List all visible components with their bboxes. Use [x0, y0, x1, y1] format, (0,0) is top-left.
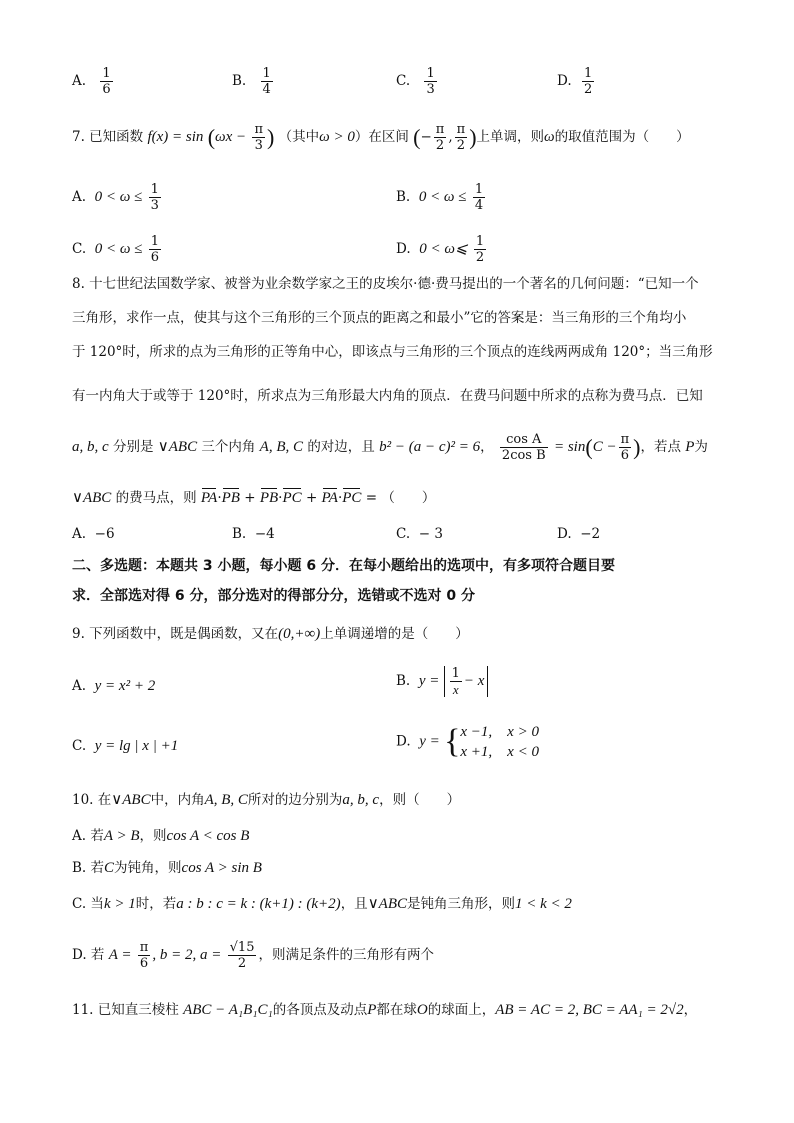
q7-stem: 7. 已知函数 f(x) = sin (ωx − $\frac{\pi}{3}$ ) （其中ω > 0）在区间 (− $\frac{\pi}{2}$ , $\frac{\pi}{2}$ )上单调，则ω的取值范围为（ ）: [72, 122, 690, 153]
q10-option-c: C. 当k > 1时，若a : b : c = k : (k+1) : (k+2)，且∨ABC是钝角三角形，则1 < k < 2: [72, 896, 572, 912]
q8-line-5: a, b, c 分别是 ∨ABC 三个内角 A, B, C 的对边，且 b² − (a − c)² = 6， $\frac{\text{cos A}}{\text{2cos B}}$ = sin(C − $\frac{\pi}{6}$ )，若点 P为: [72, 432, 708, 463]
q9-option-d: D. y = { x −1, x > 0 x +1, x < 0: [396, 723, 539, 760]
q9-option-b: B. y = $\frac{1}{x}$ − x: [396, 666, 488, 697]
q7-option-d: D. 0 < ω⩽ $\frac{1}{2}$: [396, 234, 485, 265]
fraction: $\frac{1}{6}$: [150, 234, 160, 265]
section-2-heading-line-1: 二、多选题：本题共 3 小题，每小题 6 分．在每小题给出的选项中，有多项符合题目要: [72, 558, 615, 574]
fraction: $\frac{\pi}{3}$: [254, 122, 264, 153]
fraction: $\frac{1}{x}$: [451, 666, 460, 697]
fraction: $\frac{\pi}{2}$: [435, 122, 445, 153]
fraction: $\frac{1}{2}$: [583, 66, 593, 97]
q8-line-1: 8. 十七世纪法国数学家、被誉为业余数学家之王的皮埃尔·德·费马提出的一个著名的几何问题：“已知一个: [72, 276, 699, 292]
q7-option-c: C. 0 < ω ≤ $\frac{1}{6}$: [72, 234, 160, 265]
q6-option-c: C. $\frac{1}{3}$: [396, 66, 435, 97]
fraction: $\frac{√15}{2}$: [229, 940, 255, 971]
q8-line-4: 有一内角大于或等于 120°时，所求点为三角形最大内角的顶点．在费马问题中所求的点称为费马点．已知: [72, 388, 703, 404]
fraction: $\frac{\pi}{2}$: [456, 122, 466, 153]
q7-option-b: B. 0 < ω ≤ $\frac{1}{4}$: [396, 182, 484, 213]
q6-option-a: A. $\frac{1}{6}$: [72, 66, 111, 97]
q8-option-c: C. − 3: [396, 526, 443, 542]
q9-option-a: A. y = x² + 2: [72, 678, 156, 694]
q8-option-d: D. −2: [557, 526, 601, 542]
q10-stem: 10. 在∨ABC中，内角A, B, C所对的边分别为a, b, c，则（ ）: [72, 792, 461, 808]
fraction: $\frac{1}{4}$: [474, 182, 484, 213]
fraction: $\frac{\pi}{6}$: [139, 940, 149, 971]
piecewise-cases: x −1, x > 0 x +1, x < 0: [460, 724, 539, 760]
q9-option-c: C. y = lg | x | +1: [72, 738, 179, 754]
q9-stem: 9. 下列函数中，既是偶函数，又在(0,+∞)上单调递增的是（ ）: [72, 626, 469, 642]
q8-option-a: A. −6: [72, 526, 115, 542]
q8-line-2: 三角形，求作一点，使其与这个三角形的三个顶点的距离之和最小”它的答案是：当三角形的三个角均小: [72, 310, 687, 326]
absolute-value: $\frac{1}{x}$ − x: [444, 666, 489, 697]
section-2-heading-line-2: 求．全部选对得 6 分，部分选对的得部分分，选错或不选对 0 分: [72, 588, 475, 604]
q7-option-a: A. 0 < ω ≤ $\frac{1}{3}$: [72, 182, 159, 213]
q6-option-b: B. $\frac{1}{4}$: [232, 66, 271, 97]
fraction: $\frac{1}{2}$: [475, 234, 485, 265]
fraction: $\frac{1}{4}$: [262, 66, 271, 97]
q8-line-3: 于 120°时，所求的点为三角形的正等角中心，即该点与三角形的三个顶点的连线两两成角 120°；当三角形: [72, 344, 713, 360]
fraction: $\frac{1}{3}$: [426, 66, 435, 97]
q8-option-b: B. −4: [232, 526, 275, 542]
fraction: $\frac{1}{6}$: [102, 66, 111, 97]
fraction: $\frac{\text{cos A}}{\text{2cos B}}$: [501, 432, 546, 463]
fraction: $\frac{1}{3}$: [150, 182, 159, 213]
q8-line-6: ∨ABC 的费马点，则 PA·PB + PB·PC + PA·PC = （ ）: [72, 490, 436, 506]
q10-option-d: D. 若 A = $\frac{\pi}{6}$ , b = 2, a = $\frac{√15}{2}$ ，则满足条件的三角形有两个: [72, 940, 434, 971]
q10-option-b: B. 若C为钝角，则cos A > sin B: [72, 860, 262, 876]
q10-option-a: A. 若A > B，则cos A < cos B: [72, 828, 250, 844]
fraction: $\frac{\pi}{6}$: [620, 432, 630, 463]
q6-option-d: D. $\frac{1}{2}$: [557, 66, 593, 97]
q11-stem: 11. 已知直三棱柱 ABC − A₁B₁C₁的各顶点及动点P都在球O的球面上，AB = AC = 2, BC = AA₁ = 2√2，: [72, 1002, 698, 1018]
